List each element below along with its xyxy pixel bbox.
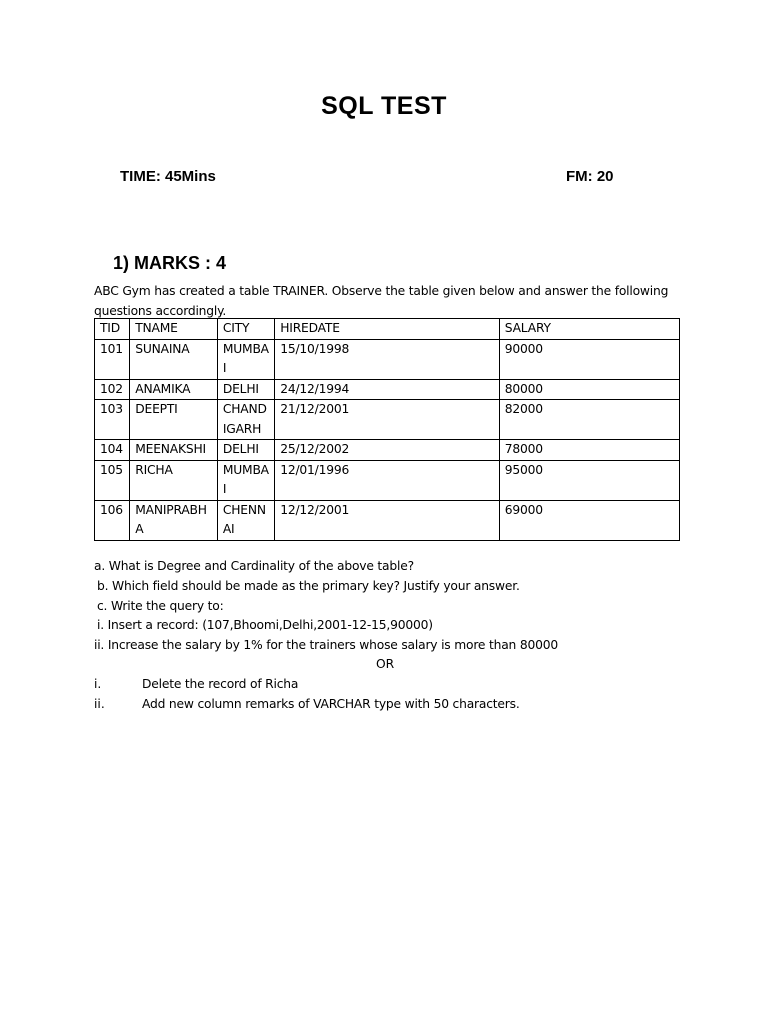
time-label: TIME: 45Mins [120,168,216,185]
cell-city: DELHI [217,379,274,400]
cell-hiredate: 21/12/2001 [275,400,500,440]
part-c-i-text: i. Insert a record: (107,Bhoomi,Delhi,2001-12-15,90000) [97,618,433,632]
cell-tname: DEEPTI [130,400,218,440]
cell-salary: 90000 [499,339,679,379]
cell-hiredate: 25/12/2002 [275,440,500,461]
cell-salary: 95000 [499,460,679,500]
part-c-ii-text: ii. Increase the salary by 1% for the trainers whose salary is more than 80000 [94,638,558,652]
table-row [95,440,680,461]
column-header-tid: TID [95,319,130,340]
table-row [95,400,680,440]
full-marks-label: FM: 20 [566,168,614,185]
cell-tid: 102 [95,379,130,400]
cell-hiredate: 24/12/1994 [275,379,500,400]
cell-salary: 78000 [499,440,679,461]
table-row [95,460,680,500]
column-header-salary: SALARY [499,319,679,340]
part-a-text: a. What is Degree and Cardinality of the above table? [94,559,414,573]
cell-city: CHANDIGARH [217,400,274,440]
cell-salary: 82000 [499,400,679,440]
cell-city: DELHI [217,440,274,461]
trainer-table [94,318,680,541]
part-b-text: b. Which field should be made as the primary key? Justify your answer. [97,579,520,593]
table-row [95,379,680,400]
table-header-row [95,319,680,340]
cell-tname: SUNAINA [130,339,218,379]
column-header-city: CITY [217,319,274,340]
page-title: SQL TEST [321,92,447,120]
cell-hiredate: 15/10/1998 [275,339,500,379]
cell-hiredate: 12/12/2001 [275,500,500,540]
or-separator: OR [376,657,395,671]
cell-salary: 80000 [499,379,679,400]
table-row [95,500,680,540]
cell-city: MUMBAI [217,339,274,379]
cell-tname: MANIPRABHA [130,500,218,540]
cell-salary: 69000 [499,500,679,540]
table-row [95,339,680,379]
cell-tid: 103 [95,400,130,440]
column-header-hiredate: HIREDATE [275,319,500,340]
cell-tid: 104 [95,440,130,461]
part-c-text: c. Write the query to: [97,599,224,613]
alt-i-number: i. [94,677,102,691]
cell-tid: 101 [95,339,130,379]
alt-ii-text: Add new column remarks of VARCHAR type with 50 characters. [142,697,520,711]
cell-city: CHENNAI [217,500,274,540]
cell-tid: 105 [95,460,130,500]
column-header-tname: TNAME [130,319,218,340]
cell-city: MUMBAI [217,460,274,500]
cell-tname: ANAMIKA [130,379,218,400]
question-intro: ABC Gym has created a table TRAINER. Observe the table given below and answer the following questions accordingly. [94,284,669,318]
cell-hiredate: 12/01/1996 [275,460,500,500]
alt-ii-number: ii. [94,697,105,711]
cell-tname: MEENAKSHI [130,440,218,461]
cell-tname: RICHA [130,460,218,500]
question-heading: 1) MARKS : 4 [113,253,227,273]
cell-tid: 106 [95,500,130,540]
alt-i-text: Delete the record of Richa [142,677,299,691]
